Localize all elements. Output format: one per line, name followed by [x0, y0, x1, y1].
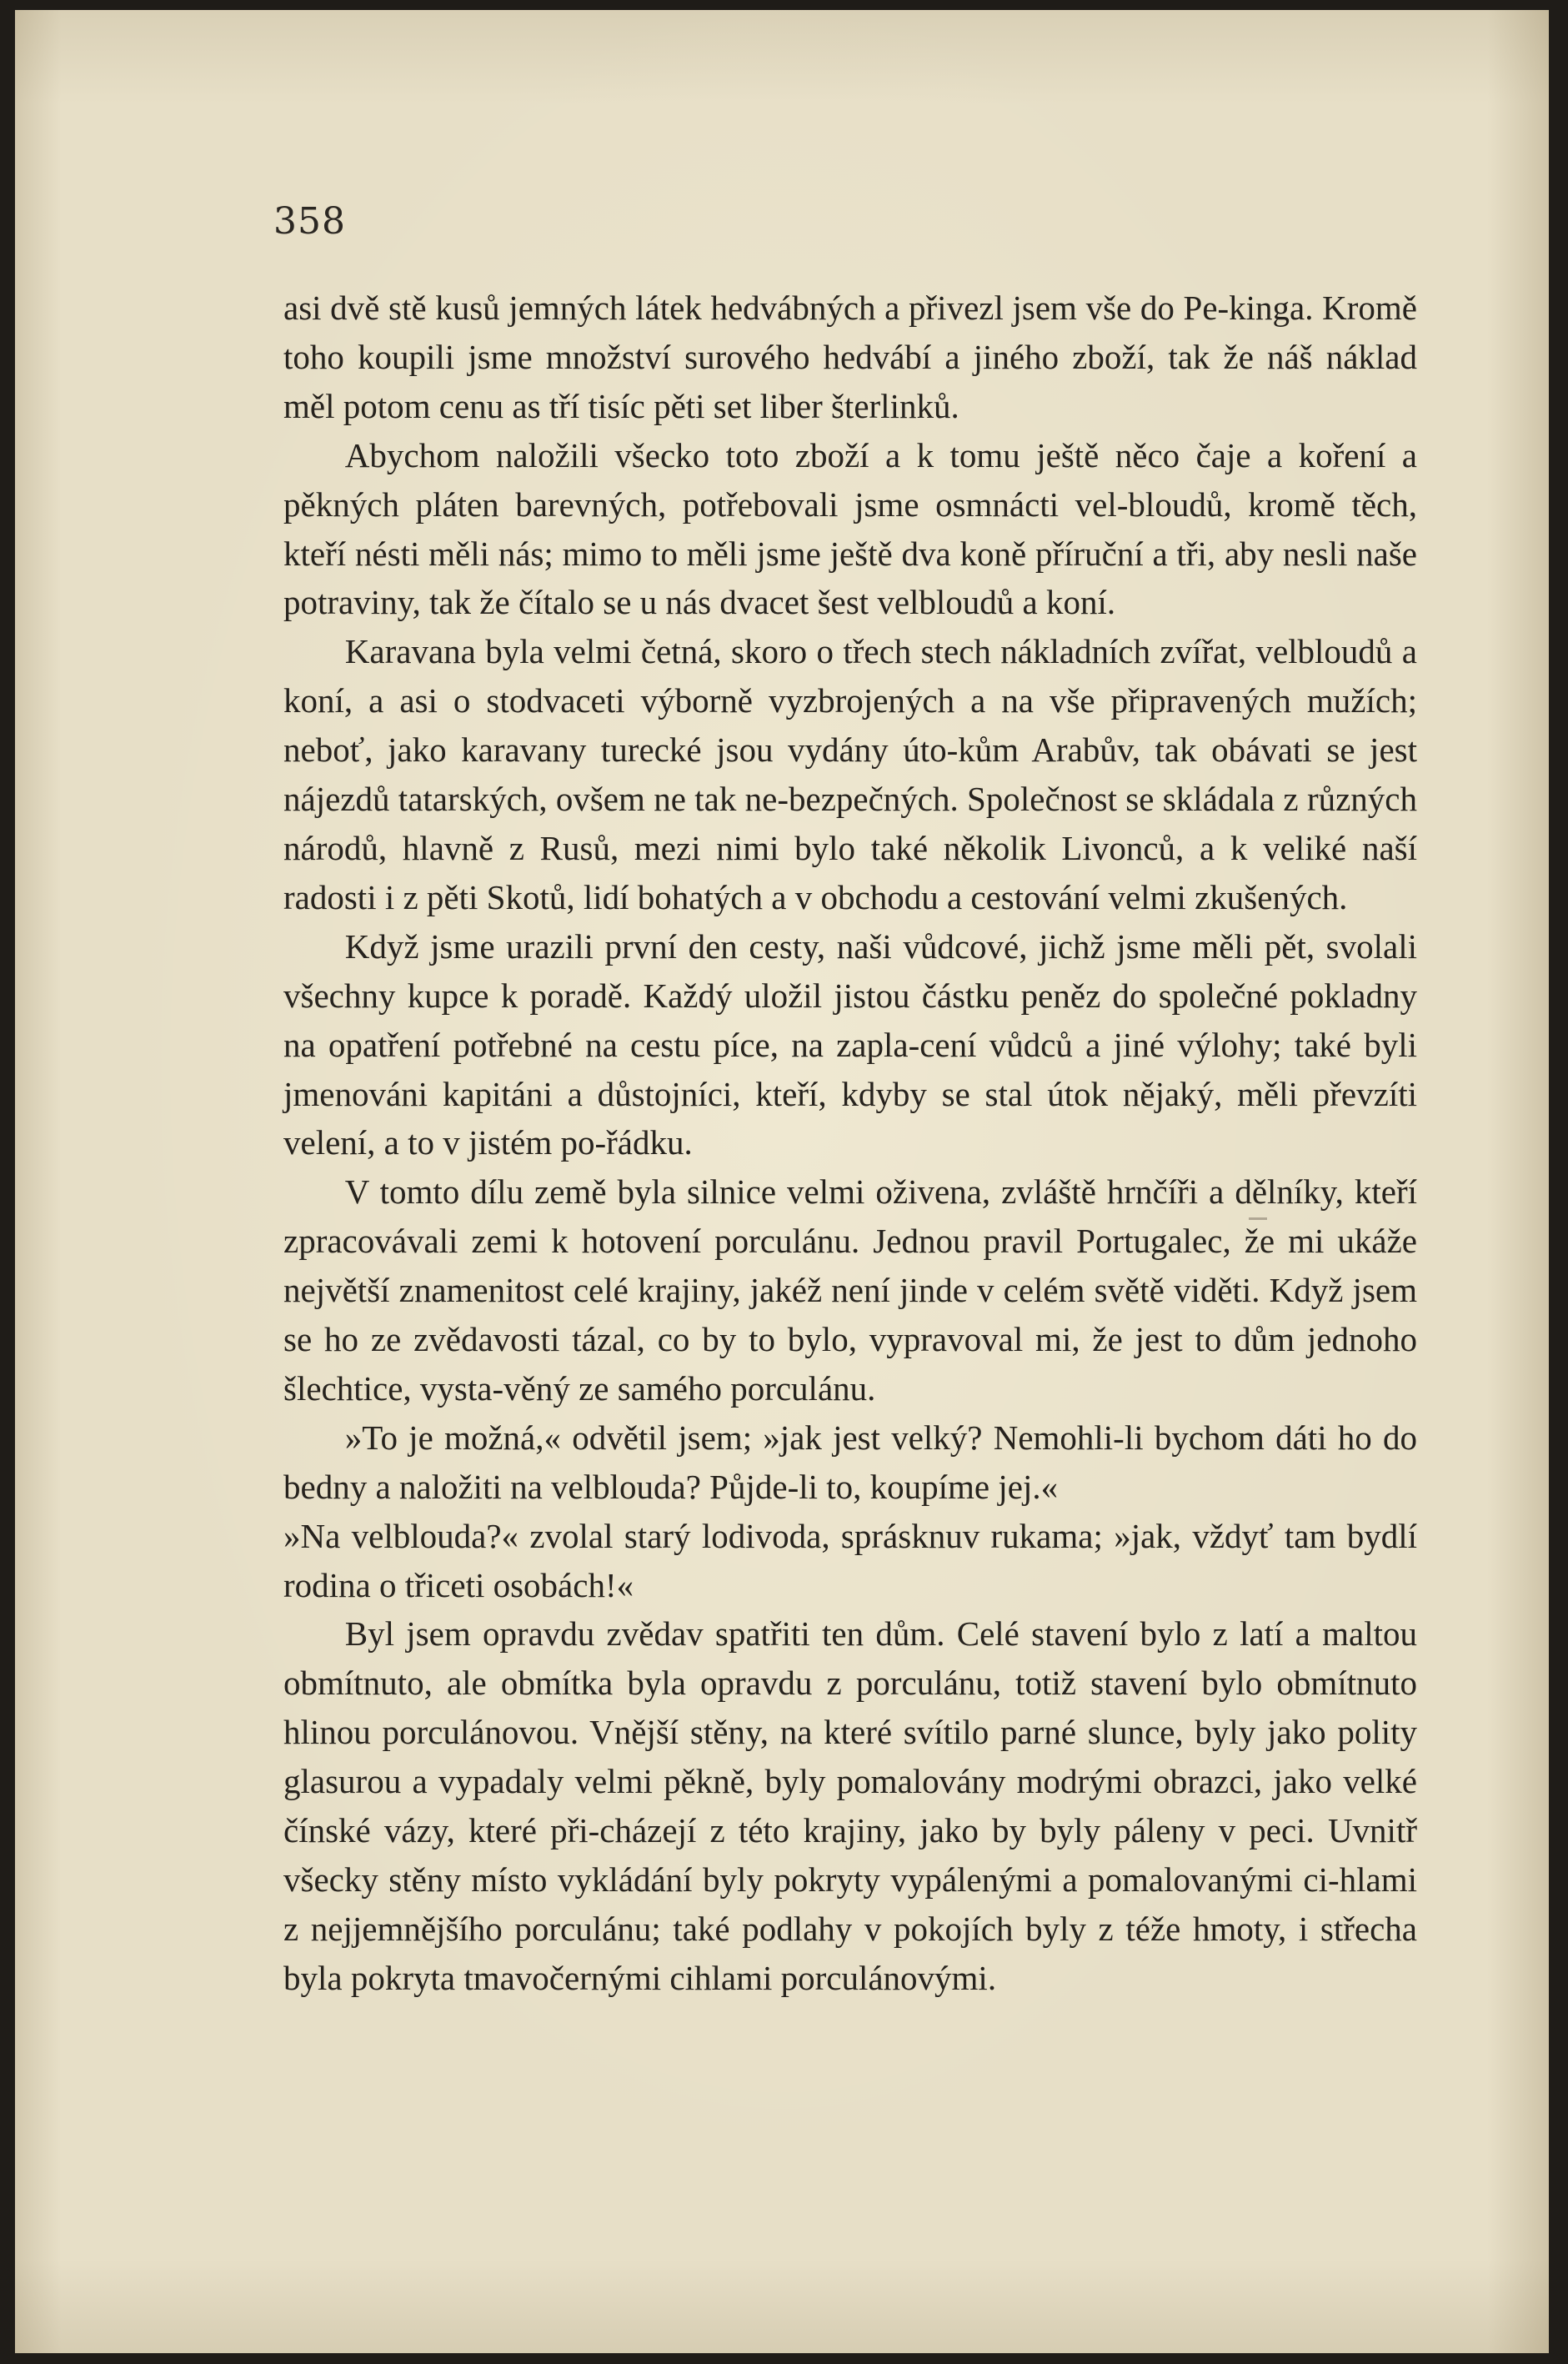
page-number: 358	[273, 200, 346, 243]
paragraph-5: V tomto dílu země byla silnice velmi oživena, zvláště hrnčíři a dělníky, kteří zpracovávali zemi k hotovení porculánu. Jednou pravil Portugalec, že mi ukáže největší znamenitost celé krajiny, jakéž není jinde v celém světě viděti. Když jsem se ho ze zvědavosti tázal, co by to bylo, vypravoval mi, že jest to dům jednoho šlechtice, vysta-věný ze samého porculánu.	[283, 1172, 1417, 1408]
paragraph-1: asi dvě stě kusů jemných látek hedvábných a přivezl jsem vše do Pe-kinga. Kromě toho koupili jsme množství surového hedvábí a jiného zboží, tak že náš náklad měl potom cenu as tří tisíc pěti set liber šterlinků.	[283, 289, 1417, 425]
paragraph-7: »Na velblouda?« zvolal starý lodivoda, sprásknuv rukama; »jak, vždyť tam bydlí rodina o třiceti osobách!«	[283, 1516, 1417, 1604]
book-page	[15, 10, 1549, 2353]
paragraph-8: Byl jsem opravdu zvědav spatřiti ten dům. Celé stavení bylo z latí a maltou obmítnuto, ale obmítka byla opravdu z porculánu, totiž stavení bylo obmítnuto hlinou porculánovou. Vnější stěny, na které svítilo parné slunce, byly jako polity glasurou a vypadaly velmi pěkně, byly pomalovány modrými obrazci, jako velké čínské vázy, které při-cházejí z této krajiny, jako by byly páleny v peci. Uvnitř všecky stěny místo vykládání byly pokryty vypálenými a pomalovanými ci-hlami z nejjemnějšího porculánu; také podlahy v pokojích byly z téže hmoty, i střecha byla pokryta tmavočernými cihlami porculánovými.	[283, 1614, 1417, 1997]
paragraph-4: Když jsme urazili první den cesty, naši vůdcové, jichž jsme měli pět, svolali všechny kupce k poradě. Každý uložil jistou částku peněz do společné pokladny na opatření potřebné na cestu píce, na zapla-cení vůdců a jiné výlohy; také byli jmenováni kapitáni a důstojníci, kteří, kdyby se stal útok nějaký, měli převzíti velení, a to v jistém po-řádku.	[283, 926, 1417, 1162]
paragraph-3: Karavana byla velmi četná, skoro o třech stech nákladních zvířat, velbloudů a koní, a asi o stodvaceti výborně vyzbrojených a na vše připravených mužích; neboť, jako karavany turecké jsou vydány úto-kům Arabův, tak obávati se jest nájezdů tatarských, ovšem ne tak ne-bezpečných. Společnost se skládala z různých národů, hlavně z Rusů, mezi nimi bylo také několik Livonců, a k veliké naší radosti i z pěti Skotů, lidí bohatých a v obchodu a cestování velmi zkušených.	[283, 632, 1417, 916]
paragraph-6: »To je možná,« odvětil jsem; »jak jest velký? Nemohli-li bychom dáti ho do bedny a naložiti na velblouda? Půjde-li to, koupíme jej.«	[283, 1418, 1417, 1506]
ink-smudge	[1249, 1217, 1267, 1220]
body-text	[283, 284, 1417, 2003]
paragraph-2: Abychom naložili všecko toto zboží a k tomu ještě něco čaje a koření a pěkných pláten barevných, potřebovali jsme osmnácti vel-bloudů, kromě těch, kteří nésti měli nás; mimo to měli jsme ještě dva koně příruční a tři, aby nesli naše potraviny, tak že čítalo se u nás dvacet šest velbloudů a koní.	[283, 435, 1417, 622]
